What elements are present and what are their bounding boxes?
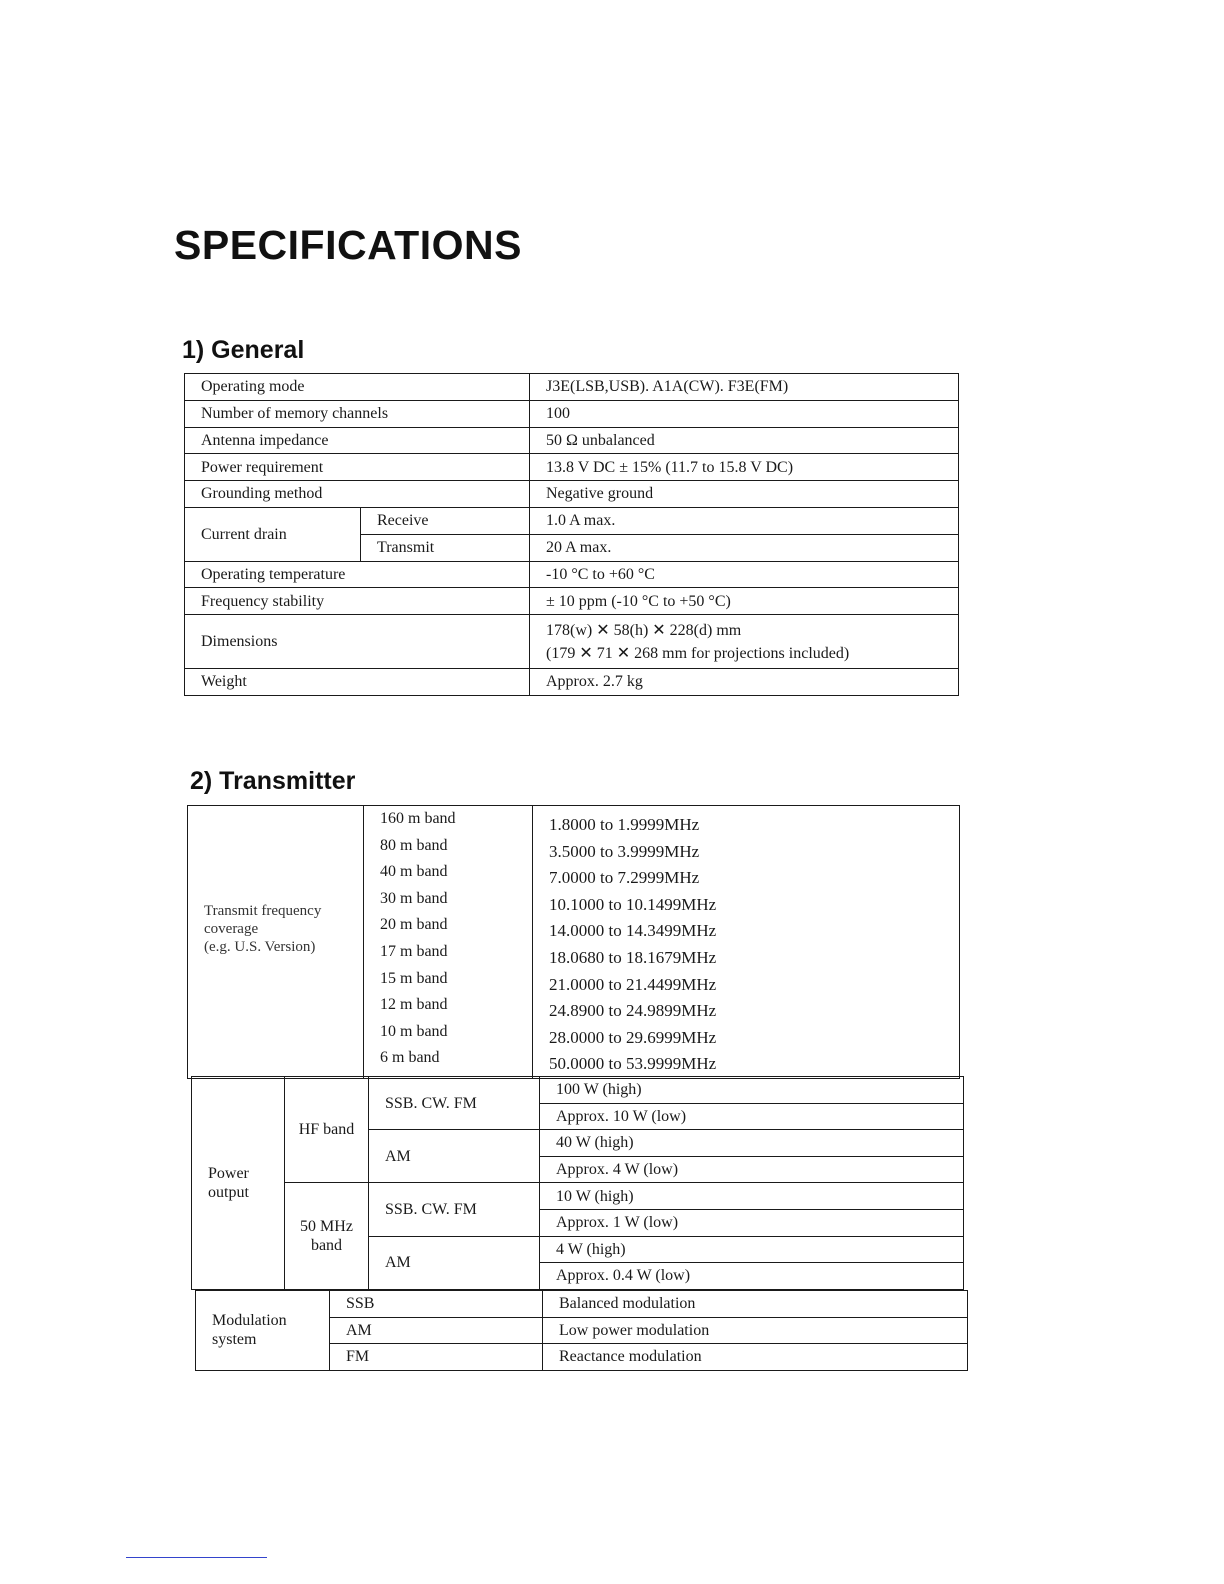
band-ranges [533, 806, 960, 1079]
spec-label: Operating temperature [185, 561, 530, 588]
power-value: Approx. 4 W (low) [540, 1156, 964, 1183]
footer-divider [126, 1557, 267, 1558]
spec-value: 13.8 V DC ± 15% (11.7 to 15.8 V DC) [530, 454, 959, 481]
table-row [185, 588, 959, 615]
band-range: 18.0680 to 18.1679MHz [549, 947, 717, 967]
spec-value: -10 °C to +60 °C [530, 561, 959, 588]
spec-value: ± 10 ppm (-10 °C to +50 °C) [530, 588, 959, 615]
band-range: 1.8000 to 1.9999MHz [549, 815, 700, 834]
spec-label: Power requirement [185, 454, 530, 481]
table-row [185, 561, 959, 588]
band-range: 24.8900 to 24.9899MHz [549, 1001, 717, 1021]
modulation-value: Reactance modulation [543, 1344, 968, 1371]
table-row [185, 454, 959, 481]
power-value: Approx. 10 W (low) [540, 1103, 964, 1130]
band-range: 28.0000 to 29.6999MHz [549, 1027, 717, 1047]
vhf-band-label [285, 1183, 369, 1289]
table-row [192, 1077, 964, 1104]
hf-band-label: HF band [285, 1077, 369, 1183]
label-line: Transmit frequency [204, 903, 322, 919]
band-range: 3.5000 to 3.9999MHz [549, 841, 700, 861]
table-row [185, 374, 959, 401]
spec-value: 100 [530, 400, 959, 427]
mode-label: SSB. CW. FM [369, 1077, 540, 1130]
band-name: 40 m band [380, 863, 448, 881]
band-name: 6 m band [380, 1049, 440, 1067]
table-row [192, 1183, 964, 1210]
band-names [364, 806, 533, 1079]
spec-label: Frequency stability [185, 588, 530, 615]
table-row [196, 1291, 968, 1318]
band-name: 10 m band [380, 1022, 448, 1040]
mode-label: SSB. CW. FM [369, 1183, 540, 1236]
spec-value: 1.0 A max. [530, 507, 959, 534]
band-name: 12 m band [380, 996, 448, 1014]
spec-value: 20 A max. [530, 534, 959, 561]
frequency-coverage-table [187, 805, 960, 1079]
spec-label: Number of memory channels [185, 400, 530, 427]
power-value: Approx. 0.4 W (low) [540, 1263, 964, 1290]
spec-sublabel: Receive [361, 507, 530, 534]
table-row [185, 427, 959, 454]
spec-value [530, 615, 959, 669]
band-range: 7.0000 to 7.2999MHz [549, 868, 700, 888]
power-value: 40 W (high) [540, 1130, 964, 1157]
band-name: 20 m band [380, 916, 448, 934]
table-row [185, 507, 959, 534]
dimensions-line: (179 ✕ 71 ✕ 268 mm for projections included) [546, 644, 850, 662]
modulation-value: Low power modulation [543, 1317, 968, 1344]
general-spec-table [184, 373, 959, 696]
mode-label: AM [369, 1236, 540, 1289]
band-name: 80 m band [380, 836, 448, 854]
spec-label: Current drain [185, 507, 361, 561]
mode-label: AM [369, 1130, 540, 1183]
band-range: 21.0000 to 21.4499MHz [549, 974, 717, 994]
page-title: SPECIFICATIONS [174, 222, 522, 268]
mode-label: FM [330, 1344, 543, 1371]
band-range: 10.1000 to 10.1499MHz [549, 894, 717, 914]
modulation-value: Balanced modulation [543, 1291, 968, 1318]
label-line: (e.g. U.S. Version) [204, 939, 316, 955]
band-range: 50.0000 to 53.9999MHz [549, 1054, 717, 1074]
band-name: 17 m band [380, 942, 448, 960]
power-value: 10 W (high) [540, 1183, 964, 1210]
power-value: 100 W (high) [540, 1077, 964, 1104]
modulation-table [195, 1290, 968, 1371]
band-name: 15 m band [380, 969, 448, 987]
band-name: 160 m band [380, 810, 456, 827]
mode-label: SSB [330, 1291, 543, 1318]
section-heading-transmitter: 2) Transmitter [190, 767, 356, 795]
band-range: 14.0000 to 14.3499MHz [549, 921, 717, 941]
label-line: coverage [204, 921, 259, 937]
spec-value: Approx. 2.7 kg [530, 669, 959, 696]
spec-label: Weight [185, 669, 530, 696]
modulation-label [196, 1291, 330, 1371]
spec-label: Dimensions [185, 615, 530, 669]
power-output-label [192, 1077, 285, 1290]
table-row [185, 400, 959, 427]
table-row [185, 669, 959, 696]
spec-value: 50 Ω unbalanced [530, 427, 959, 454]
table-row [185, 615, 959, 669]
spec-value: J3E(LSB,USB). A1A(CW). F3E(FM) [530, 374, 959, 401]
label-line: 50 MHz [300, 1217, 353, 1235]
spec-sublabel: Transmit [361, 534, 530, 561]
table-row [188, 806, 960, 1079]
label-line: system [212, 1331, 257, 1349]
power-value: 4 W (high) [540, 1236, 964, 1263]
band-name: 30 m band [380, 889, 448, 907]
spec-value: Negative ground [530, 481, 959, 508]
label-line: Power [208, 1164, 249, 1182]
label-line: band [310, 1237, 343, 1255]
mode-label: AM [330, 1317, 543, 1344]
spec-label: Grounding method [185, 481, 530, 508]
spec-label: Antenna impedance [185, 427, 530, 454]
section-heading-general: 1) General [182, 336, 305, 364]
frequency-coverage-label [188, 806, 364, 1079]
power-output-table [191, 1076, 964, 1290]
dimensions-line: 178(w) ✕ 58(h) ✕ 228(d) mm [546, 621, 742, 639]
label-line: Modulation [212, 1312, 287, 1330]
table-row [185, 481, 959, 508]
power-value: Approx. 1 W (low) [540, 1209, 964, 1236]
label-line: output [208, 1183, 249, 1201]
spec-label: Operating mode [185, 374, 530, 401]
